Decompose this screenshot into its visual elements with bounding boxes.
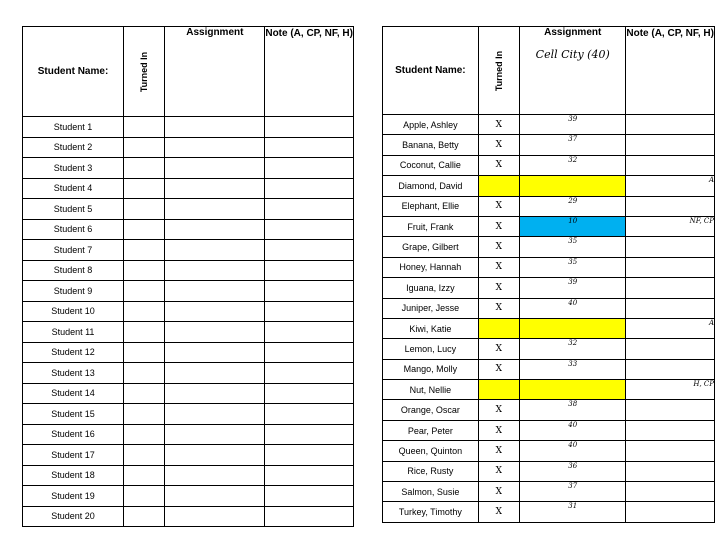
turned-in-cell bbox=[478, 176, 519, 196]
note-cell bbox=[626, 196, 715, 216]
student-name-cell: Student 2 bbox=[23, 137, 124, 158]
note-cell: NF, CP bbox=[626, 216, 715, 236]
student-name-cell: Student 7 bbox=[23, 240, 124, 261]
note-cell bbox=[626, 400, 715, 420]
turned-in-cell bbox=[124, 383, 165, 404]
turned-in-cell: X bbox=[478, 257, 519, 277]
turned-in-cell bbox=[124, 137, 165, 158]
student-name-cell: Student 14 bbox=[23, 383, 124, 404]
assignment-cell bbox=[165, 404, 265, 425]
table-row bbox=[23, 445, 354, 466]
table-row bbox=[23, 301, 354, 322]
table-row bbox=[383, 420, 715, 440]
turned-in-cell: X bbox=[478, 216, 519, 236]
student-name-cell: Student 3 bbox=[23, 158, 124, 179]
note-cell bbox=[265, 158, 354, 179]
assignment-score-cell: 32 bbox=[520, 155, 626, 175]
blank-grade-sheet bbox=[22, 26, 354, 527]
assignment-cell bbox=[165, 137, 265, 158]
note-cell bbox=[265, 178, 354, 199]
assignment-cell bbox=[165, 260, 265, 281]
turned-in-cell bbox=[124, 219, 165, 240]
note-cell bbox=[626, 257, 715, 277]
table-row bbox=[23, 486, 354, 507]
note-cell bbox=[626, 359, 715, 379]
note-cell bbox=[265, 506, 354, 527]
student-name-cell: Student 11 bbox=[23, 322, 124, 343]
student-name-cell: Student 16 bbox=[23, 424, 124, 445]
note-cell bbox=[265, 322, 354, 343]
turned-in-cell bbox=[124, 445, 165, 466]
assignment-cell bbox=[165, 506, 265, 527]
table-row bbox=[383, 176, 715, 196]
note-cell: H, CP bbox=[626, 380, 715, 400]
note-header: Note (A, CP, NF, H) bbox=[626, 27, 715, 115]
assignment-score-cell: 40 bbox=[520, 298, 626, 318]
assignment-cell bbox=[165, 219, 265, 240]
note-cell bbox=[626, 441, 715, 461]
note-cell bbox=[265, 240, 354, 261]
note-cell bbox=[265, 465, 354, 486]
turned-in-cell bbox=[124, 117, 165, 138]
turned-in-cell bbox=[124, 260, 165, 281]
student-name-cell: Student 17 bbox=[23, 445, 124, 466]
student-rows bbox=[23, 117, 354, 527]
header-row bbox=[383, 27, 715, 115]
turned-in-cell: X bbox=[478, 115, 519, 135]
note-cell bbox=[265, 363, 354, 384]
turned-in-cell: X bbox=[478, 359, 519, 379]
turned-in-cell: X bbox=[478, 298, 519, 318]
turned-in-cell: X bbox=[478, 196, 519, 216]
table-row bbox=[23, 383, 354, 404]
turned-in-cell bbox=[124, 363, 165, 384]
student-name-cell: Rice, Rusty bbox=[383, 461, 479, 481]
table-row bbox=[383, 400, 715, 420]
student-name-cell: Student 1 bbox=[23, 117, 124, 138]
assignment-cell bbox=[165, 383, 265, 404]
assignment-label: Assignment bbox=[186, 27, 244, 38]
assignment-cell bbox=[165, 240, 265, 261]
table-row bbox=[383, 482, 715, 502]
turned-in-cell: X bbox=[478, 441, 519, 461]
turned-in-header bbox=[478, 27, 519, 115]
note-cell bbox=[626, 237, 715, 257]
student-name-cell: Student 6 bbox=[23, 219, 124, 240]
note-header: Note (A, CP, NF, H) bbox=[265, 27, 354, 117]
turned-in-label: Turned In bbox=[139, 51, 150, 92]
table-row bbox=[23, 117, 354, 138]
filled-grade-sheet bbox=[382, 26, 715, 523]
assignment-score-cell: 32 bbox=[520, 339, 626, 359]
table-row bbox=[383, 461, 715, 481]
student-name-cell: Student 19 bbox=[23, 486, 124, 507]
note-cell bbox=[626, 155, 715, 175]
assignment-label: Assignment bbox=[544, 27, 602, 38]
assignment-header bbox=[520, 27, 626, 115]
table-row bbox=[23, 240, 354, 261]
note-cell bbox=[626, 298, 715, 318]
note-cell bbox=[626, 339, 715, 359]
table-row bbox=[23, 199, 354, 220]
note-cell bbox=[265, 260, 354, 281]
table-row bbox=[23, 260, 354, 281]
table-row bbox=[383, 115, 715, 135]
student-name-cell: Salmon, Susie bbox=[383, 482, 479, 502]
assignment-cell bbox=[165, 158, 265, 179]
student-name-cell: Iguana, Izzy bbox=[383, 278, 479, 298]
turned-in-cell bbox=[124, 281, 165, 302]
student-name-cell: Kiwi, Katie bbox=[383, 318, 479, 338]
assignment-header bbox=[165, 27, 265, 117]
note-cell: A bbox=[626, 176, 715, 196]
table-row bbox=[383, 441, 715, 461]
table-row bbox=[23, 178, 354, 199]
turned-in-cell bbox=[124, 322, 165, 343]
table-row bbox=[23, 137, 354, 158]
turned-in-cell bbox=[478, 380, 519, 400]
note-cell bbox=[265, 219, 354, 240]
student-name-cell: Nut, Nellie bbox=[383, 380, 479, 400]
table-row bbox=[23, 424, 354, 445]
table-row bbox=[383, 155, 715, 175]
assignment-name: Cell City (40) bbox=[535, 48, 610, 61]
note-cell bbox=[265, 424, 354, 445]
turned-in-cell: X bbox=[478, 339, 519, 359]
student-name-cell: Elephant, Ellie bbox=[383, 196, 479, 216]
turned-in-label: Turned In bbox=[493, 50, 504, 91]
student-name-cell: Student 5 bbox=[23, 199, 124, 220]
note-cell bbox=[265, 281, 354, 302]
table-row bbox=[23, 219, 354, 240]
turned-in-cell: X bbox=[478, 135, 519, 155]
assignment-cell bbox=[165, 342, 265, 363]
assignment-cell bbox=[165, 363, 265, 384]
assignment-cell bbox=[165, 424, 265, 445]
assignment-score-cell: 33 bbox=[520, 359, 626, 379]
note-cell bbox=[265, 117, 354, 138]
table-row bbox=[383, 196, 715, 216]
note-cell bbox=[265, 199, 354, 220]
turned-in-cell bbox=[124, 342, 165, 363]
table-row bbox=[383, 318, 715, 338]
student-name-cell: Coconut, Callie bbox=[383, 155, 479, 175]
turned-in-cell bbox=[124, 506, 165, 527]
assignment-score-cell: 29 bbox=[520, 196, 626, 216]
student-name-cell: Student 10 bbox=[23, 301, 124, 322]
assignment-score-cell: 37 bbox=[520, 482, 626, 502]
assignment-score-cell bbox=[520, 176, 626, 196]
student-name-cell: Student 4 bbox=[23, 178, 124, 199]
assignment-score-cell: 36 bbox=[520, 461, 626, 481]
table-row bbox=[23, 506, 354, 527]
note-cell bbox=[265, 301, 354, 322]
note-cell bbox=[265, 383, 354, 404]
table-row bbox=[23, 404, 354, 425]
student-name-cell: Turkey, Timothy bbox=[383, 502, 479, 522]
table-row bbox=[383, 502, 715, 522]
note-cell bbox=[626, 482, 715, 502]
assignment-cell bbox=[165, 281, 265, 302]
table-row bbox=[383, 380, 715, 400]
assignment-cell bbox=[165, 199, 265, 220]
turned-in-cell bbox=[124, 199, 165, 220]
assignment-score-cell bbox=[520, 380, 626, 400]
turned-in-cell bbox=[124, 424, 165, 445]
turned-in-cell bbox=[124, 158, 165, 179]
table-row bbox=[23, 158, 354, 179]
note-cell bbox=[626, 115, 715, 135]
assignment-score-cell: 31 bbox=[520, 502, 626, 522]
table-row bbox=[23, 465, 354, 486]
turned-in-cell bbox=[124, 178, 165, 199]
turned-in-cell: X bbox=[478, 237, 519, 257]
student-name-cell: Student 18 bbox=[23, 465, 124, 486]
assignment-cell bbox=[165, 445, 265, 466]
turned-in-cell: X bbox=[478, 502, 519, 522]
note-cell bbox=[265, 404, 354, 425]
note-cell bbox=[265, 486, 354, 507]
turned-in-cell: X bbox=[478, 482, 519, 502]
assignment-score-cell: 40 bbox=[520, 420, 626, 440]
assignment-score-cell: 40 bbox=[520, 441, 626, 461]
student-rows bbox=[383, 115, 715, 523]
assignment-cell bbox=[165, 301, 265, 322]
note-cell bbox=[265, 445, 354, 466]
student-name-cell: Fruit, Frank bbox=[383, 216, 479, 236]
student-name-cell: Student 9 bbox=[23, 281, 124, 302]
assignment-cell bbox=[165, 465, 265, 486]
student-name-cell: Juniper, Jesse bbox=[383, 298, 479, 318]
table-row bbox=[383, 135, 715, 155]
student-name-cell: Apple, Ashley bbox=[383, 115, 479, 135]
assignment-score-cell: 37 bbox=[520, 135, 626, 155]
student-name-header: Student Name: bbox=[383, 27, 479, 115]
turned-in-cell bbox=[124, 465, 165, 486]
table-row bbox=[383, 359, 715, 379]
turned-in-cell bbox=[124, 486, 165, 507]
assignment-score-cell: 35 bbox=[520, 237, 626, 257]
turned-in-cell bbox=[124, 404, 165, 425]
student-name-cell: Queen, Quinton bbox=[383, 441, 479, 461]
student-name-cell: Honey, Hannah bbox=[383, 257, 479, 277]
table-row bbox=[23, 281, 354, 302]
turned-in-cell: X bbox=[478, 155, 519, 175]
note-cell bbox=[626, 502, 715, 522]
assignment-score-cell: 39 bbox=[520, 278, 626, 298]
turned-in-cell: X bbox=[478, 278, 519, 298]
note-cell: A bbox=[626, 318, 715, 338]
turned-in-cell bbox=[478, 318, 519, 338]
student-name-cell: Pear, Peter bbox=[383, 420, 479, 440]
student-name-cell: Student 8 bbox=[23, 260, 124, 281]
turned-in-header bbox=[124, 27, 165, 117]
table-row bbox=[383, 278, 715, 298]
student-name-cell: Student 12 bbox=[23, 342, 124, 363]
assignment-cell bbox=[165, 117, 265, 138]
turned-in-cell bbox=[124, 240, 165, 261]
student-name-cell: Student 13 bbox=[23, 363, 124, 384]
student-name-cell: Grape, Gilbert bbox=[383, 237, 479, 257]
assignment-score-cell: 35 bbox=[520, 257, 626, 277]
student-name-cell: Orange, Oscar bbox=[383, 400, 479, 420]
assignment-score-cell: 38 bbox=[520, 400, 626, 420]
table-row bbox=[23, 363, 354, 384]
assignment-cell bbox=[165, 322, 265, 343]
student-name-header: Student Name: bbox=[23, 27, 124, 117]
table-row bbox=[23, 342, 354, 363]
table-row bbox=[383, 216, 715, 236]
table-row bbox=[23, 322, 354, 343]
note-cell bbox=[626, 461, 715, 481]
student-name-cell: Banana, Betty bbox=[383, 135, 479, 155]
student-name-cell: Student 20 bbox=[23, 506, 124, 527]
turned-in-cell: X bbox=[478, 420, 519, 440]
student-name-cell: Diamond, David bbox=[383, 176, 479, 196]
note-cell bbox=[265, 342, 354, 363]
student-name-cell: Student 15 bbox=[23, 404, 124, 425]
assignment-score-cell: 10 bbox=[520, 216, 626, 236]
note-cell bbox=[626, 135, 715, 155]
table-row bbox=[383, 257, 715, 277]
note-cell bbox=[626, 278, 715, 298]
student-name-cell: Lemon, Lucy bbox=[383, 339, 479, 359]
note-cell bbox=[265, 137, 354, 158]
header-row bbox=[23, 27, 354, 117]
turned-in-cell bbox=[124, 301, 165, 322]
note-cell bbox=[626, 420, 715, 440]
assignment-score-cell bbox=[520, 318, 626, 338]
table-row bbox=[383, 298, 715, 318]
assignment-cell bbox=[165, 178, 265, 199]
assignment-cell bbox=[165, 486, 265, 507]
assignment-score-cell: 39 bbox=[520, 115, 626, 135]
turned-in-cell: X bbox=[478, 461, 519, 481]
student-name-cell: Mango, Molly bbox=[383, 359, 479, 379]
table-row bbox=[383, 339, 715, 359]
table-row bbox=[383, 237, 715, 257]
turned-in-cell: X bbox=[478, 400, 519, 420]
